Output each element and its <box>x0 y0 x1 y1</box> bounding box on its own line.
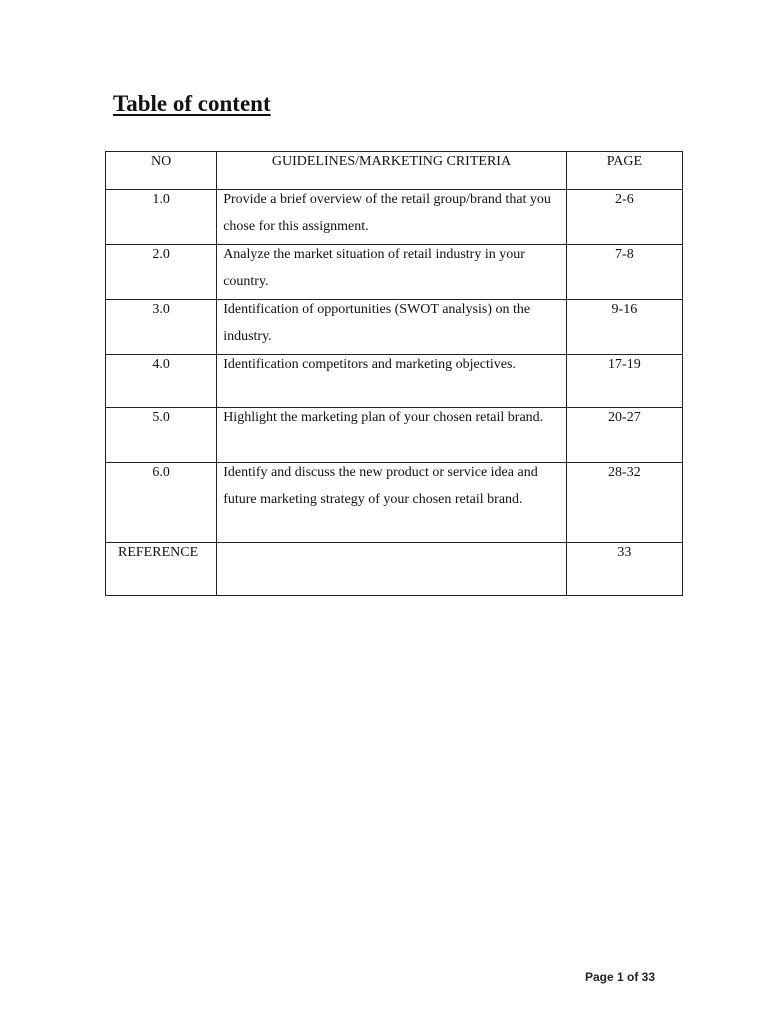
row-criteria <box>217 190 567 245</box>
row-criteria <box>217 408 567 463</box>
row-page: 17-19 <box>566 355 682 408</box>
table-row <box>106 543 683 596</box>
row-page: 33 <box>566 543 682 596</box>
toc-table <box>105 151 683 596</box>
header-no: NO <box>106 152 217 190</box>
table-row <box>106 408 683 463</box>
row-number: 3.0 <box>106 300 217 355</box>
row-page: 20-27 <box>566 408 682 463</box>
row-number: 1.0 <box>106 190 217 245</box>
row-page: 2-6 <box>566 190 682 245</box>
row-criteria <box>217 463 567 543</box>
row-criteria <box>217 355 567 408</box>
row-page: 9-16 <box>566 300 682 355</box>
row-criteria <box>217 543 567 596</box>
table-row <box>106 463 683 543</box>
row-criteria-text: Provide a brief overview of the retail group/brand that you chose for this assignment. <box>223 192 551 234</box>
page-title: Table of content <box>113 91 271 116</box>
row-number: 2.0 <box>106 245 217 300</box>
row-number: 4.0 <box>106 355 217 408</box>
table-row <box>106 245 683 300</box>
row-number: REFERENCE <box>106 543 217 596</box>
row-criteria-text: Analyze the market situation of retail industry in your country. <box>223 247 525 289</box>
table-row <box>106 190 683 245</box>
header-criteria: GUIDELINES/MARKETING CRITERIA <box>217 152 567 190</box>
row-criteria-text: Highlight the marketing plan of your chosen retail brand. <box>223 410 544 425</box>
row-page: 28-32 <box>566 463 682 543</box>
row-criteria-text: Identify and discuss the new product or service idea and future marketing strategy of your chosen retail brand. <box>223 465 538 507</box>
row-criteria <box>217 245 567 300</box>
row-number: 6.0 <box>106 463 217 543</box>
table-header-row <box>106 152 683 190</box>
page-number-footer: Page 1 of 33 <box>585 970 656 984</box>
row-criteria <box>217 300 567 355</box>
row-criteria-text: Identification of opportunities (SWOT analysis) on the industry. <box>223 302 531 344</box>
table-row <box>106 300 683 355</box>
header-page: PAGE <box>566 152 682 190</box>
row-criteria-text <box>223 539 558 543</box>
row-criteria-text: Identification competitors and marketing objectives. <box>223 357 516 372</box>
table-row <box>106 355 683 408</box>
row-page: 7-8 <box>566 245 682 300</box>
row-number: 5.0 <box>106 408 217 463</box>
